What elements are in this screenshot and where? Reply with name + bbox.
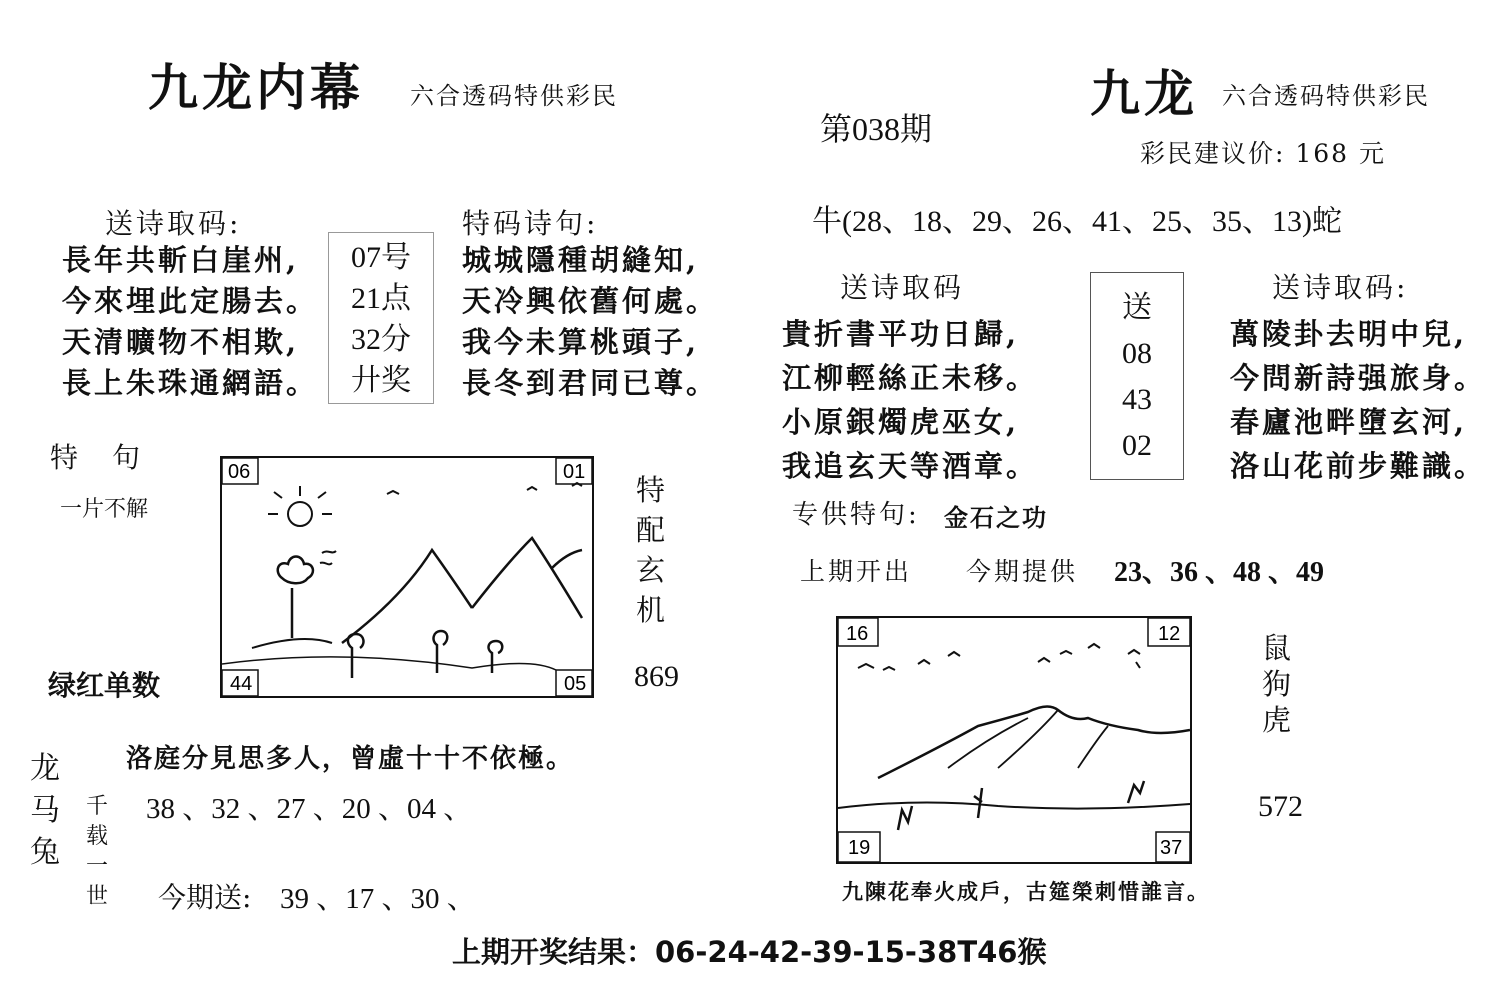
left-poem2: [462, 240, 718, 404]
right-special-label: 专供特句:: [792, 500, 920, 530]
poem-line: 春廬池畔墮玄河,: [1230, 405, 1468, 439]
poem-line: 小原銀燭虎巫女,: [782, 405, 1020, 439]
right-landscape-drawing: [836, 616, 1192, 864]
pic-corner-tr: 12: [1158, 623, 1181, 645]
left-special-text: 一片不解: [60, 497, 149, 522]
right-provide-label: 今期提供: [966, 557, 1079, 586]
left-qianzai-vertical: [86, 792, 108, 912]
right-verse: 九陳花奉火成戶，古筵榮刺惜誰言。: [842, 879, 1210, 904]
box-line: 送: [1122, 291, 1152, 324]
vert-char: 玄: [636, 553, 666, 587]
left-poem1: [62, 240, 318, 404]
right-provide-numbers: 23、36 、48 、49: [1114, 557, 1325, 588]
pic-corner-bl: 19: [848, 837, 871, 859]
poem-line: 天清曠物不相欺,: [62, 325, 300, 359]
poem-line: 天冷興依舊何處。: [462, 284, 719, 318]
poem-line: 萬陵卦去明中兒,: [1230, 317, 1468, 351]
left-center-box: [328, 232, 434, 404]
poem-line: 我追玄天等酒章。: [782, 449, 1039, 483]
right-title: 九龙: [1090, 64, 1198, 123]
box-line: 32分: [351, 323, 411, 356]
poem-line: 長年共斬白崖州,: [62, 243, 300, 277]
right-special-text: 金石之功: [944, 503, 1048, 532]
issue-number: 第038期: [820, 111, 933, 147]
box-line: 廾奖: [351, 364, 411, 397]
pic-corner-tr: 01: [563, 461, 586, 483]
vert-char: 鼠: [1262, 631, 1292, 665]
poem-line: 江柳輕絲正未移。: [782, 361, 1039, 395]
vert-char: 龙: [30, 751, 60, 786]
left-poem1-heading: 送诗取码:: [105, 207, 242, 240]
box-line: 21点: [351, 282, 411, 315]
right-last-label: 上期开出: [800, 557, 913, 586]
poem-line: 長上朱珠通網語。: [62, 366, 319, 400]
vert-char: 载: [86, 824, 109, 849]
box-line: 07号: [351, 241, 411, 274]
pic-corner-bl: 44: [230, 673, 253, 695]
poem-line: 今問新詩强旅身。: [1230, 361, 1487, 395]
poem-line: 長冬到君同已尊。: [462, 366, 719, 400]
right-poem2: [1230, 312, 1486, 488]
vert-char: 狗: [1262, 667, 1292, 701]
left-send-numbers: 39 、17 、30 、: [280, 883, 476, 915]
box-line: 02: [1122, 429, 1152, 462]
vert-char: 虎: [1262, 703, 1292, 737]
poem-line: 城城隱種胡縫知,: [462, 243, 700, 277]
poem-line: 貴折書平功日歸,: [782, 317, 1020, 351]
left-title: 九龙内幕: [148, 58, 364, 117]
box-line: 08: [1122, 337, 1152, 370]
left-verse: 洛庭分見思多人，曾虛十十不依極。: [126, 744, 575, 774]
right-zodiac-line: 牛(28、18、29、26、41、25、35、13)蛇: [812, 205, 1342, 238]
right-poem1-heading: 送诗取码: [840, 271, 965, 304]
vert-char: 一: [86, 854, 109, 879]
right-poem2-heading: 送诗取码:: [1272, 271, 1409, 304]
left-subtitle: 六合透码特供彩民: [410, 82, 618, 110]
left-side-vertical: [636, 470, 665, 630]
right-side-number: 572: [1258, 790, 1303, 823]
pic-corner-tl: 06: [228, 461, 251, 483]
left-poem2-heading: 特码诗句:: [462, 207, 599, 240]
poem-line: 我今未算桃頭子,: [462, 325, 700, 359]
vert-char: 特: [636, 473, 666, 507]
right-subtitle: 六合透码特供彩民: [1222, 82, 1430, 110]
poem-line: 今來埋此定腸去。: [62, 284, 319, 318]
pic-corner-br: 37: [1160, 837, 1183, 859]
vert-char: 千: [86, 794, 109, 819]
right-center-box: [1090, 272, 1184, 480]
left-landscape-drawing: [220, 456, 594, 698]
vert-char: 兔: [30, 835, 60, 870]
right-poem1: [782, 312, 1038, 488]
right-price: 彩民建议价: 168 元: [1140, 139, 1387, 168]
left-zodiac-vertical: [30, 748, 60, 874]
previous-result: 上期开奖结果：06-24-42-39-15-38T46猴: [452, 935, 1047, 969]
box-line: 43: [1122, 383, 1152, 416]
vert-char: 机: [636, 593, 666, 627]
pic-corner-tl: 16: [846, 623, 869, 645]
left-color-label: 绿红单数: [48, 669, 161, 702]
vert-char: 配: [636, 513, 666, 547]
poem-line: 洛山花前步難識。: [1230, 449, 1487, 483]
left-special-label: 特 句: [50, 441, 144, 474]
right-side-vertical: [1262, 630, 1291, 738]
vert-char: 马: [30, 793, 60, 828]
pic-corner-br: 05: [564, 673, 587, 695]
vert-char: 世: [86, 884, 109, 909]
left-side-number: 869: [634, 660, 679, 693]
left-send-label: 今期送:: [158, 881, 252, 914]
left-numbers-row: 38 、32 、27 、20 、04 、: [146, 793, 473, 825]
